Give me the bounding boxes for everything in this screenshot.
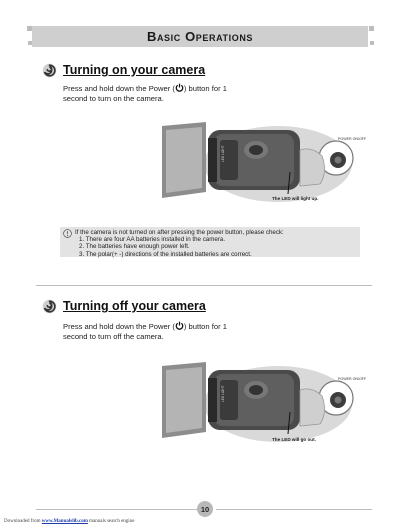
page-number-badge <box>197 501 213 517</box>
banner-corner-square <box>369 26 374 31</box>
footer-divider-right <box>216 509 372 510</box>
list-item: 1. There are four AA batteries installed in the camera. <box>79 236 226 243</box>
camera-illustration-on <box>160 112 360 204</box>
swirl-bullet-icon <box>42 299 57 314</box>
footer-link[interactable]: www.Manualslib.com <box>41 519 88 524</box>
page-title: Basic Operations <box>146 29 254 44</box>
instruction-text-part: Press and hold down the Power ( <box>63 84 175 93</box>
list-item: 3. The polar(+ -) directions of the installed batteries are correct. <box>79 250 252 258</box>
footer-divider-left <box>36 509 204 510</box>
instruction-text-part: ) button for 1 second to turn off the camera. <box>63 322 227 341</box>
callout-label: POWER ON/OFF <box>338 137 367 141</box>
instruction-text <box>63 83 233 103</box>
note-box <box>60 227 360 257</box>
page-number: 10 <box>200 504 210 514</box>
footer-prefix: Downloaded from <box>4 519 42 524</box>
section-heading-on <box>42 60 205 80</box>
info-icon <box>63 229 72 238</box>
instruction-text-part: Press and hold down the Power ( <box>63 322 175 331</box>
header-banner <box>32 26 368 47</box>
section-title: Turning off your camera <box>63 299 206 313</box>
led-label: LED LIGHT <box>221 385 225 402</box>
swirl-bullet-icon <box>42 63 57 78</box>
banner-corner-square <box>370 41 374 45</box>
list-item: 2. The batteries have enough power left. <box>79 243 190 251</box>
figure-caption: The LED will go out. <box>272 437 316 442</box>
note-lead-text: If the camera is not turned on after pressing the power button, please check: <box>75 229 284 236</box>
camera-illustration-off <box>160 352 360 444</box>
figure-caption: The LED will light up. <box>272 196 319 201</box>
led-label: LED LIGHT <box>221 145 225 162</box>
instruction-text <box>63 321 233 341</box>
note-list <box>79 236 252 258</box>
footer-suffix: manuals search engine <box>87 519 135 524</box>
section-heading-off <box>42 296 206 316</box>
power-icon <box>175 83 184 92</box>
instruction-text-part: ) button for 1 second to turn on the camera. <box>63 84 227 103</box>
section-divider <box>36 285 372 286</box>
footer-text <box>4 519 134 524</box>
callout-label: POWER ON/OFF <box>338 377 367 381</box>
power-icon <box>175 321 184 330</box>
section-title: Turning on your camera <box>63 63 206 77</box>
